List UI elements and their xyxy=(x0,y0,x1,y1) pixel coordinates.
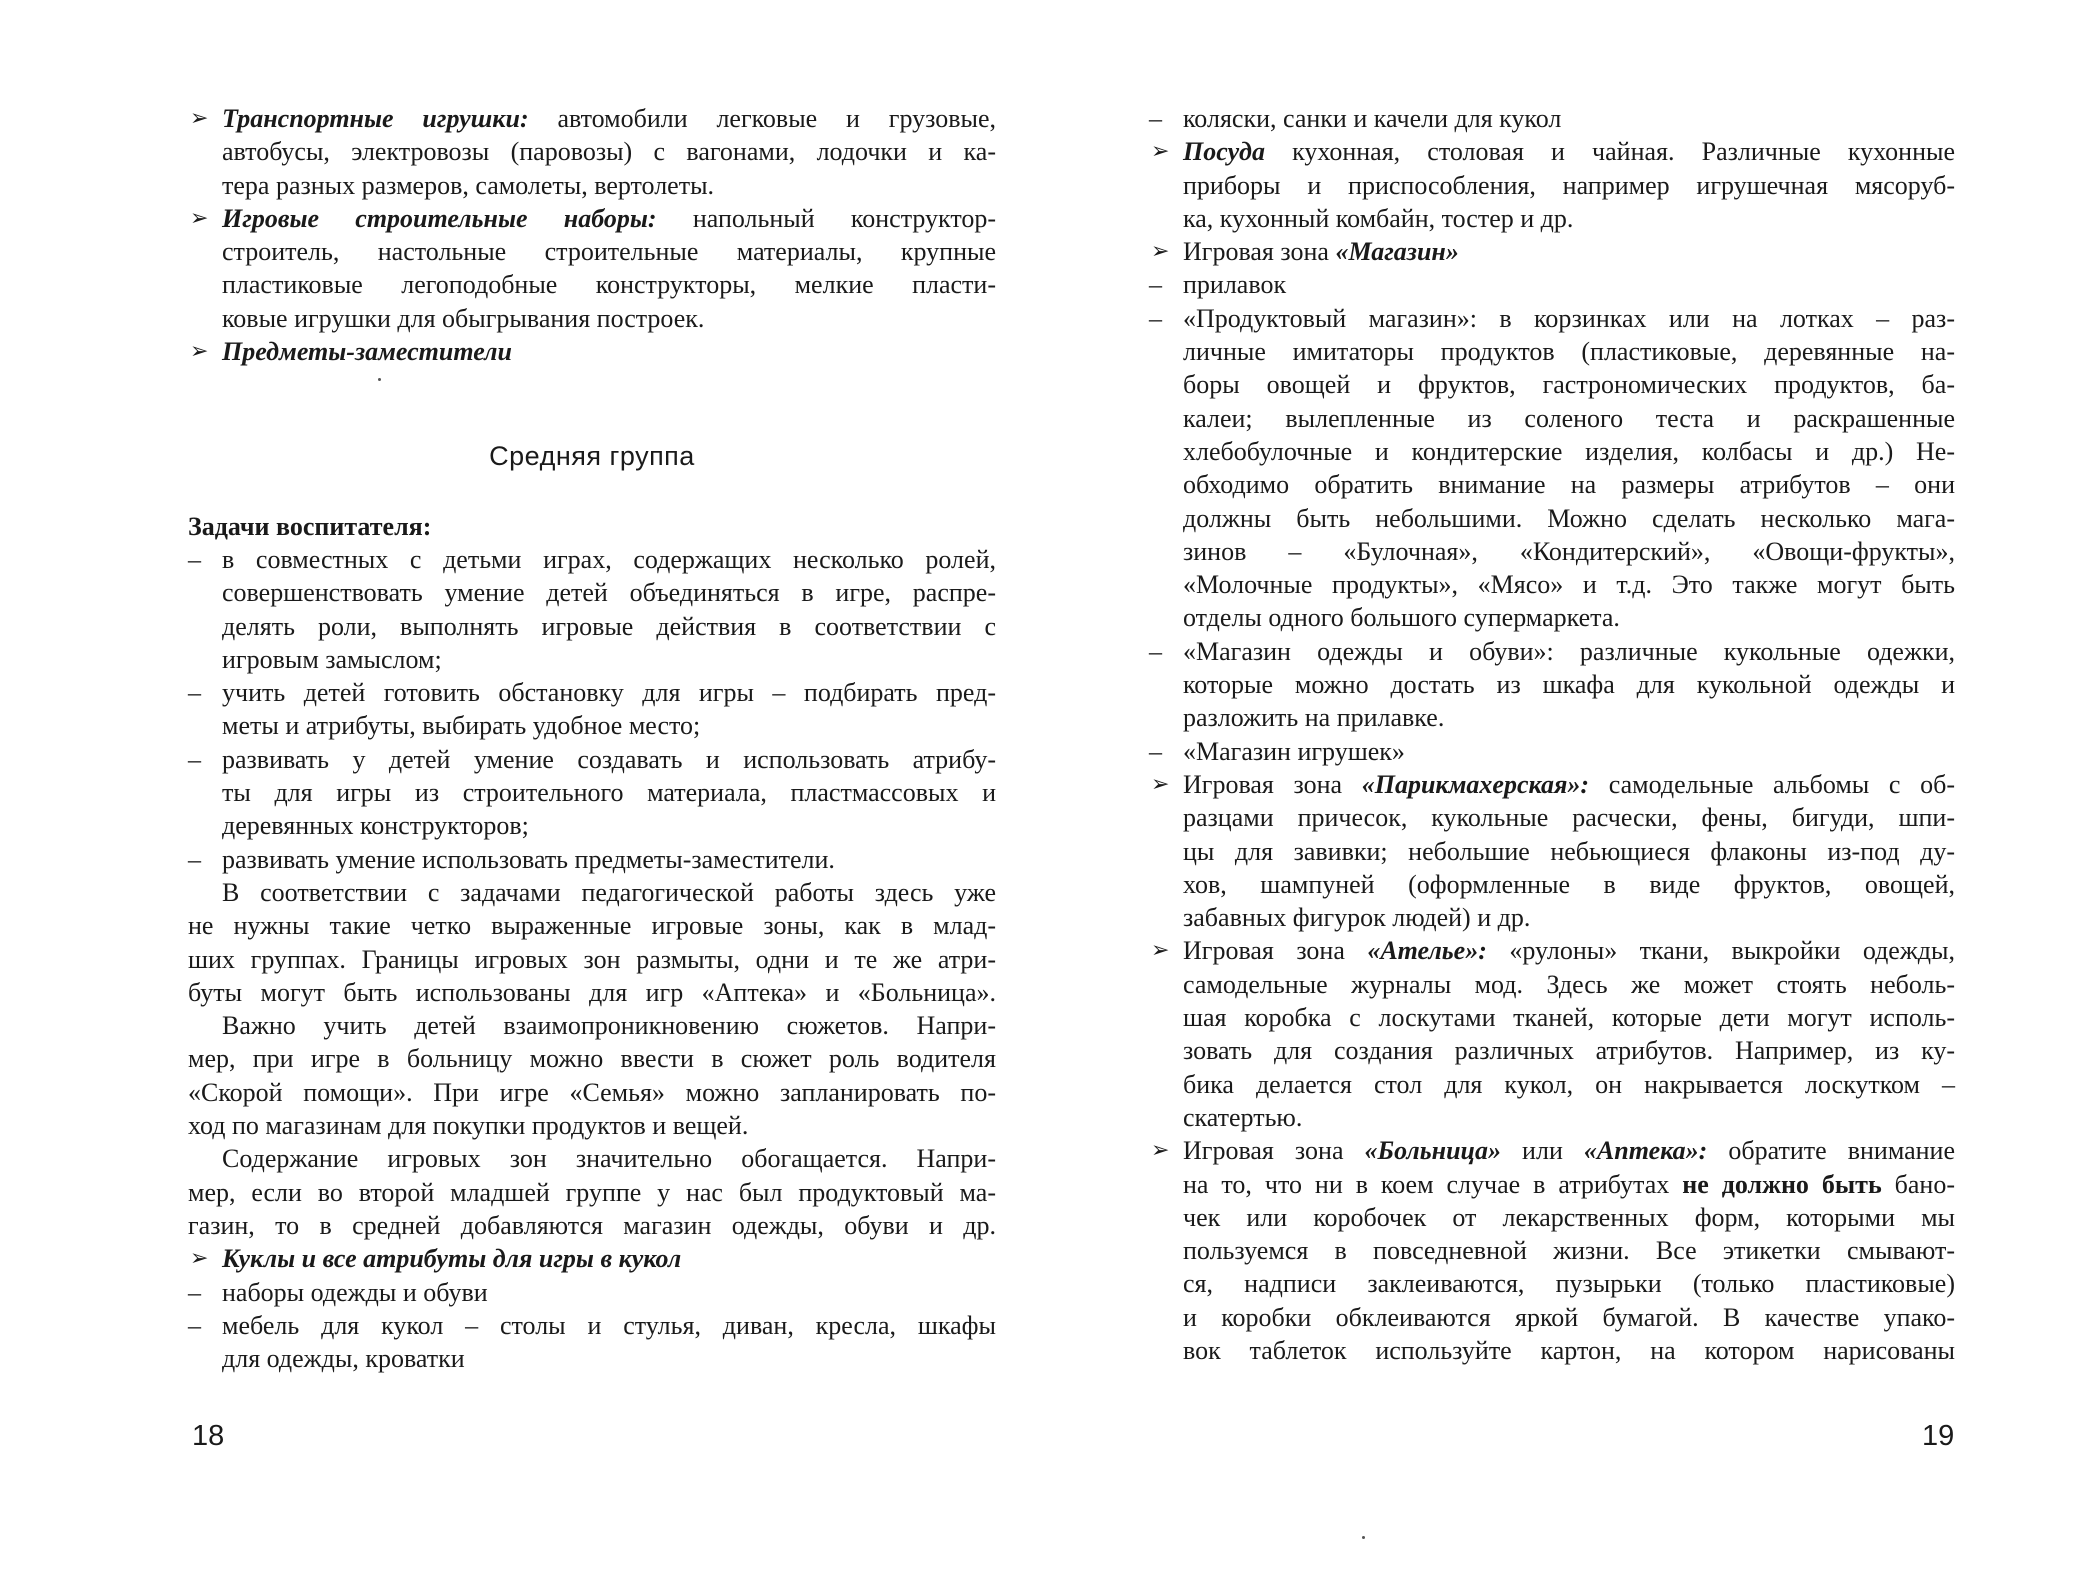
scan-speck xyxy=(1362,1536,1365,1539)
dash-marker: – xyxy=(188,844,201,874)
bullet-building-sets: ➢ Игровые строительные наборы: напольный конструктор- строитель, настольные строительные материалы, крупные пластиковые легоподобные конструкторы, мелкие пласти- ковые игрушки для обыгрывания построек. xyxy=(190,203,996,333)
bullet-substitutes xyxy=(188,335,996,368)
scan-speck xyxy=(378,378,381,381)
shop-item: – прилавок xyxy=(1149,268,1955,301)
bullet-title: Транспортные игрушки: xyxy=(222,104,529,133)
bullet-shop: ➢ Игровая зона «Магазин» xyxy=(1149,235,1955,268)
paragraph: В соответствии с задачами педагогической работы здесь уже не нужны такие четко выраженные игровые зоны, как в млад- ших группах. Границы игровых зон размыты, одни и те же атри- буты могут быть использованы для игр «Аптека» и «Больница». xyxy=(188,877,996,1007)
bullet-title: «Ателье»: xyxy=(1367,936,1487,966)
task-item: – развивать умение использовать предметы-заместители. xyxy=(188,843,996,876)
dash-marker: – xyxy=(1149,104,1162,133)
arrow-bullet-icon: ➢ xyxy=(190,205,209,231)
bullet-atelier: ➢ Игровая зона «Ателье»: «рулоны» ткани, выкройки одежды, самодельные журналы мод. Здесь же может стоять неболь- шая коробка с лоскутами тканей, которые дети могут исполь- зовать для создания различных атрибутов. Например, из ку- бика делается стол для кукол, он накрывается лоскутком – скатертью. xyxy=(1151,936,1956,1132)
shop-item: – «Магазин игрушек» xyxy=(1149,735,1955,768)
right-page xyxy=(1149,102,1955,1367)
bullet-title: Предметы-заместители xyxy=(222,337,512,367)
arrow-bullet-icon: ➢ xyxy=(1151,1138,1170,1164)
arrow-bullet-icon: ➢ xyxy=(1151,938,1170,964)
arrow-bullet-icon: ➢ xyxy=(190,339,209,365)
shop-item: – «Магазин одежды и обуви»: различные кукольные одежки, которые можно достать из шкафа для кукольной одежды и разложить на прилавке. xyxy=(1149,636,1955,733)
shop-item: – «Продуктовый магазин»: в корзинках или на лотках – раз- личные имитаторы продуктов (пластиковые, деревянные на- боры овощей и фруктов, гастрономических продуктов, ба- калеи; вылепленные из соленого теста и раскрашенные хлебобулочные и кондитерские изделия, колбасы и др.) Не- обходимо обратить внимание на размеры атрибутов – они должны быть небольшими. Можно сделать несколько мага- зинов – «Булочная», «Кондитерский», «Овощи-фрукты», «Молочные продукты», «Мясо» и т.д. Это также могут быть отделы одного большого супермаркета. xyxy=(1149,303,1955,633)
bullet-title: «Больница» xyxy=(1364,1136,1501,1166)
emphasis-text: не должно быть xyxy=(1682,1169,1882,1199)
dash-marker: – xyxy=(188,744,201,774)
task-item: – развивать у детей умение создавать и использовать атрибу- ты для игры из строительного материала, пластмассовых и деревянных конструкторов; xyxy=(188,744,996,841)
dolls-item: – наборы одежды и обуви xyxy=(188,1276,996,1309)
tasks-title: Задачи воспитателя: xyxy=(188,511,432,541)
dash-marker: – xyxy=(1149,303,1162,333)
dash-item: – коляски, санки и качели для кукол xyxy=(1149,102,1955,135)
paragraph: Содержание игровых зон значительно обогащается. Напри- мер, если во второй младшей группе у нас был продуктовый ма- газин, то в средней добавляются магазин одежды, обуви и др. xyxy=(188,1144,996,1240)
dolls-item: – мебель для кукол – столы и стулья, диван, кресла, шкафы для одежды, кроватки xyxy=(188,1310,996,1374)
arrow-bullet-icon: ➢ xyxy=(1151,239,1170,265)
bullet-title: Посуда xyxy=(1183,137,1265,167)
bullet-title: «Аптека»: xyxy=(1583,1136,1708,1166)
bullet-title: Игровые строительные наборы: xyxy=(222,203,657,233)
task-item: – в совместных с детьми играх, содержащих несколько ролей, совершенствовать умение детей объединяться в игре, распре- делять роли, выполнять игровые действия в соответствии с игровым замыслом; xyxy=(188,544,996,674)
dash-marker: – xyxy=(1149,636,1162,666)
bullet-dishes: ➢ Посуда кухонная, столовая и чайная. Различные кухонные приборы и приспособления, например игрушечная мясоруб- ка, кухонный комбайн, тостер и др. xyxy=(1151,137,1956,233)
dash-marker: – xyxy=(188,1277,201,1307)
bullet-title: «Магазин» xyxy=(1335,237,1459,267)
page-number-right: 19 xyxy=(1922,1420,1955,1452)
arrow-bullet-icon: ➢ xyxy=(190,106,209,131)
dash-marker: – xyxy=(1149,736,1162,766)
paragraph: Важно учить детей взаимопроникновению сюжетов. Напри- мер, при игре в больницу можно ввести в сюжет роль водителя «Скорой помощи». При игре «Семья» можно запланировать по- ход по магазинам для покупки продуктов и вещей. xyxy=(188,1011,996,1141)
arrow-bullet-icon: ➢ xyxy=(190,1246,209,1272)
section-title: Средняя группа xyxy=(489,441,695,472)
dash-marker: – xyxy=(188,678,201,708)
arrow-bullet-icon: ➢ xyxy=(1151,139,1170,165)
bullet-transport-toys: ➢ Транспортные игрушки: автомобили легковые и грузовые, автобусы, электровозы (паровозы) с вагонами, лодочки и ка- тера разных размеров, самолеты, вертолеты. xyxy=(190,104,997,200)
bullet-title: «Парикмахерская»: xyxy=(1361,769,1590,799)
dash-marker: – xyxy=(1149,270,1162,300)
bullet-hairdresser: ➢ Игровая зона «Парикмахерская»: самодельные альбомы с об- разцами причесок, кукольные расчески, фены, бигуди, шпи- цы для завивки; небольшие небьющиеся флаконы из-под ду- хов, шампуней (оформленные в виде фруктов, овощей, забавных фигурок людей) и др. xyxy=(1151,769,1956,933)
bullet-hospital: ➢ Игровая зона «Больница» или «Аптека»: обратите внимание на то, что ни в коем случае в атрибутах не должно быть бано- чек или коробочек от лекарственных форм, которыми мы пользуемся в повседневной жизни. Все этикетки смывают- ся, надписи заклеиваются, пузырьки (только пластиковые) и коробки обклеиваются яркой бумагой. В качестве упако- вок таблеток используйте картон, на котором нарисованы xyxy=(1151,1136,1956,1365)
bullet-dolls xyxy=(188,1242,996,1275)
task-item: – учить детей готовить обстановку для игры – подбирать пред- меты и атрибуты, выбирать удобное место; xyxy=(188,678,996,741)
left-page xyxy=(188,102,996,1375)
page-number-left: 18 xyxy=(192,1420,225,1452)
bullet-title: Куклы и все атрибуты для игры в кукол xyxy=(222,1244,682,1274)
dash-marker: – xyxy=(188,1310,201,1340)
dash-marker: – xyxy=(188,544,201,574)
arrow-bullet-icon: ➢ xyxy=(1151,771,1170,797)
